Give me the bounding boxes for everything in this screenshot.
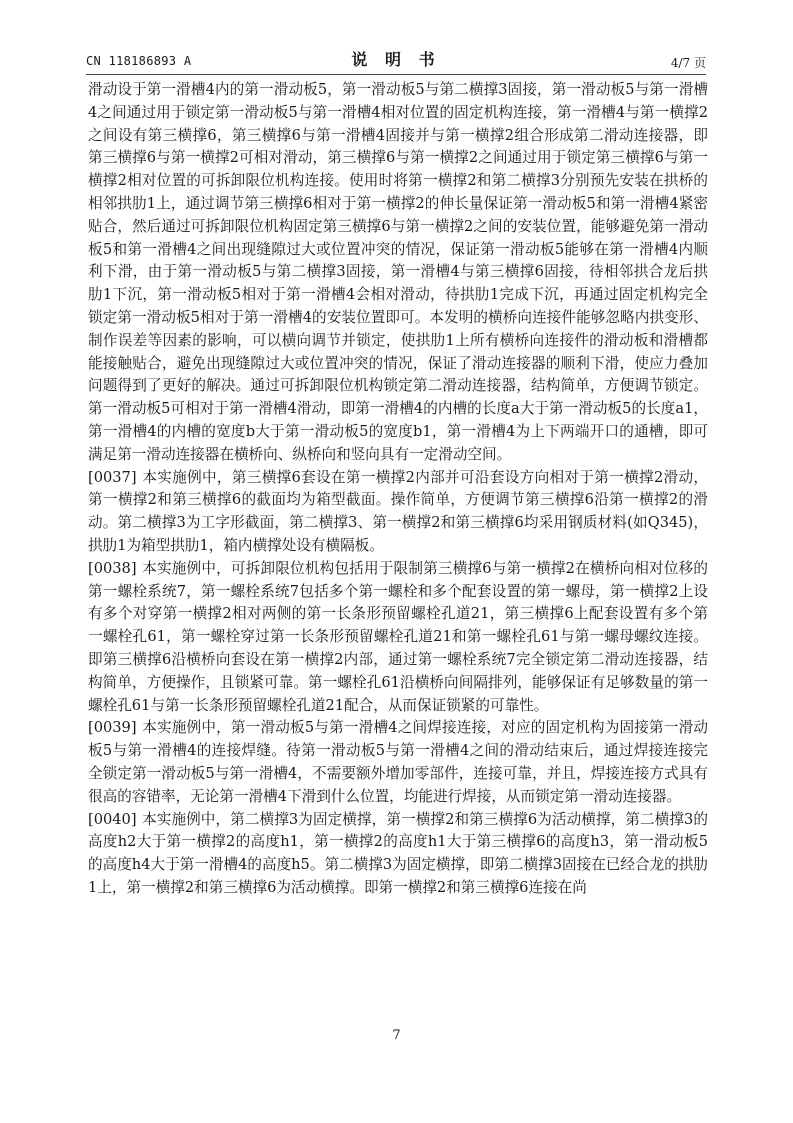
paragraph-0037 <box>88 467 708 558</box>
page-footer <box>0 1028 793 1043</box>
paragraph-number: [0037] <box>88 468 137 486</box>
paragraph-0039 <box>88 717 708 808</box>
document-title: 说 明 书 <box>351 50 441 69</box>
paragraph-continued <box>88 79 708 467</box>
page-number: 7 <box>392 1028 401 1043</box>
paragraph-text: 本实施例中，第二横撑3为固定横撑，第一横撑2和第三横撑6为活动横撑，第二横撑3的高度h2大于第一横撑2的高度h1，第一横撑2的高度h1大于第三横撑6的高度h3，第一滑动板5的高度h4大于第一滑槽4的高度h5。第二横撑3为固定横撑，即第二横撑3固接在已经合龙的拱肋1上，第一横撑2和第三横撑6为活动横撑。即第一横撑2和第三横撑6连接在尚 <box>88 810 708 896</box>
paragraph-text: 本实施例中，第三横撑6套设在第一横撑2内部并可沿套设方向相对于第一横撑2滑动，第一横撑2和第三横撑6的截面均为箱型截面。操作简单，方便调节第三横撑6沿第一横撑2的滑动。第二横撑3为工字形截面，第二横撑3、第一横撑2和第三横撑6均采用钢质材料(如Q345)，拱肋1为箱型拱肋1，箱内横撑处设有横隔板。 <box>88 468 708 554</box>
page-indicator: 4/7 页 <box>670 56 706 70</box>
paragraph-0040 <box>88 809 708 900</box>
header-divider <box>86 74 706 75</box>
page-header <box>86 44 706 78</box>
paragraph-number: [0039] <box>88 719 137 737</box>
paragraph-number: [0038] <box>88 559 137 577</box>
paragraph-text: 本实施例中，可拆卸限位机构包括用于限制第三横撑6与第一横撑2在横桥向相对位移的第一螺栓系统7，第一螺栓系统7包括多个第一螺栓和多个配套设置的第一螺母，第一横撑2上设有多个对穿第一横撑2相对两侧的第一长条形预留螺栓孔道21，第三横撑6上配套设置有多个第一螺栓孔61，第一螺栓穿过第一长条形预留螺栓孔道21和第一螺栓孔61与第一螺母螺纹连接。即第三横撑6沿横桥向套设在第一横撑2内部，通过第一螺栓系统7完全锁定第二滑动连接器，结构简单，方便操作，且锁紧可靠。第一螺栓孔61沿横桥向间隔排列，能够保证有足够数量的第一螺栓孔61与第一长条形预留螺栓孔道21配合，从而保证锁紧的可靠性。 <box>88 559 708 714</box>
paragraph-text: 本实施例中，第一滑动板5与第一滑槽4之间焊接连接，对应的固定机构为固接第一滑动板5与第一滑槽4的连接焊缝。待第一滑动板5与第一滑槽4之间的滑动结束后，通过焊接连接完全锁定第一滑动板5与第一滑槽4，不需要额外增加零部件，连接可靠，并且，焊接连接方式具有很高的容错率，无论第一滑槽4下滑到什么位置，均能进行焊接，从而锁定第一滑动连接器。 <box>88 719 708 805</box>
paragraph-text: 滑动设于第一滑槽4内的第一滑动板5，第一滑动板5与第二横撑3固接，第一滑动板5与第一滑槽4之间通过用于锁定第一滑动板5与第一滑槽4相对位置的固定机构连接，第一滑槽4与第一横撑2之间设有第三横撑6，第三横撑6与第一滑槽4固接并与第一横撑2组合形成第二滑动连接器，即第三横撑6与第一横撑2可相对滑动，第三横撑6与第一横撑2之间通过用于锁定第三横撑6与第一横撑2相对位置的可拆卸限位机构连接。使用时将第一横撑2和第二横撑3分别预先安装在拱桥的相邻拱肋1上，通过调节第三横撑6相对于第一横撑2的伸长量保证第一滑动板5和第一滑槽4紧密贴合，然后通过可拆卸限位机构固定第三横撑6与第一横撑2之间的安装位置，能够避免第一滑动板5和第一滑槽4之间出现缝隙过大或位置冲突的情况，保证第一滑动板5能够在第一滑槽4内顺利下滑，由于第一滑动板5与第二横撑3固接，第一滑槽4与第三横撑6固接，待相邻拱合龙后拱肋1下沉，第一滑动板5相对于第一滑槽4会相对滑动，待拱肋1完成下沉，再通过固定机构完全锁定第一滑动板5相对于第一滑槽4的安装位置即可。本发明的横桥向连接件能够忽略内拱变形、制作误差等因素的影响，可以横向调节并锁定，使拱肋1上所有横桥向连接件的滑动板和滑槽都能接触贴合，避免出现缝隙过大或位置冲突的情况，保证了滑动连接器的顺利下滑，使应力叠加问题得到了更好的解决。通过可拆卸限位机构锁定第二滑动连接器，结构简单，方便调节锁定。第一滑动板5可相对于第一滑槽4滑动，即第一滑槽4的内槽的长度a大于第一滑动板5的长度a1，第一滑槽4的内槽的宽度b大于第一滑动板5的宽度b1，第一滑槽4为上下两端开口的通槽，即可满足第一滑动连接器在横桥向、纵桥向和竖向具有一定滑动空间。 <box>88 81 708 463</box>
publication-number: CN 118186893 A <box>86 54 192 68</box>
paragraph-number: [0040] <box>88 810 137 828</box>
paragraph-0038 <box>88 558 708 718</box>
document-body <box>88 79 708 900</box>
